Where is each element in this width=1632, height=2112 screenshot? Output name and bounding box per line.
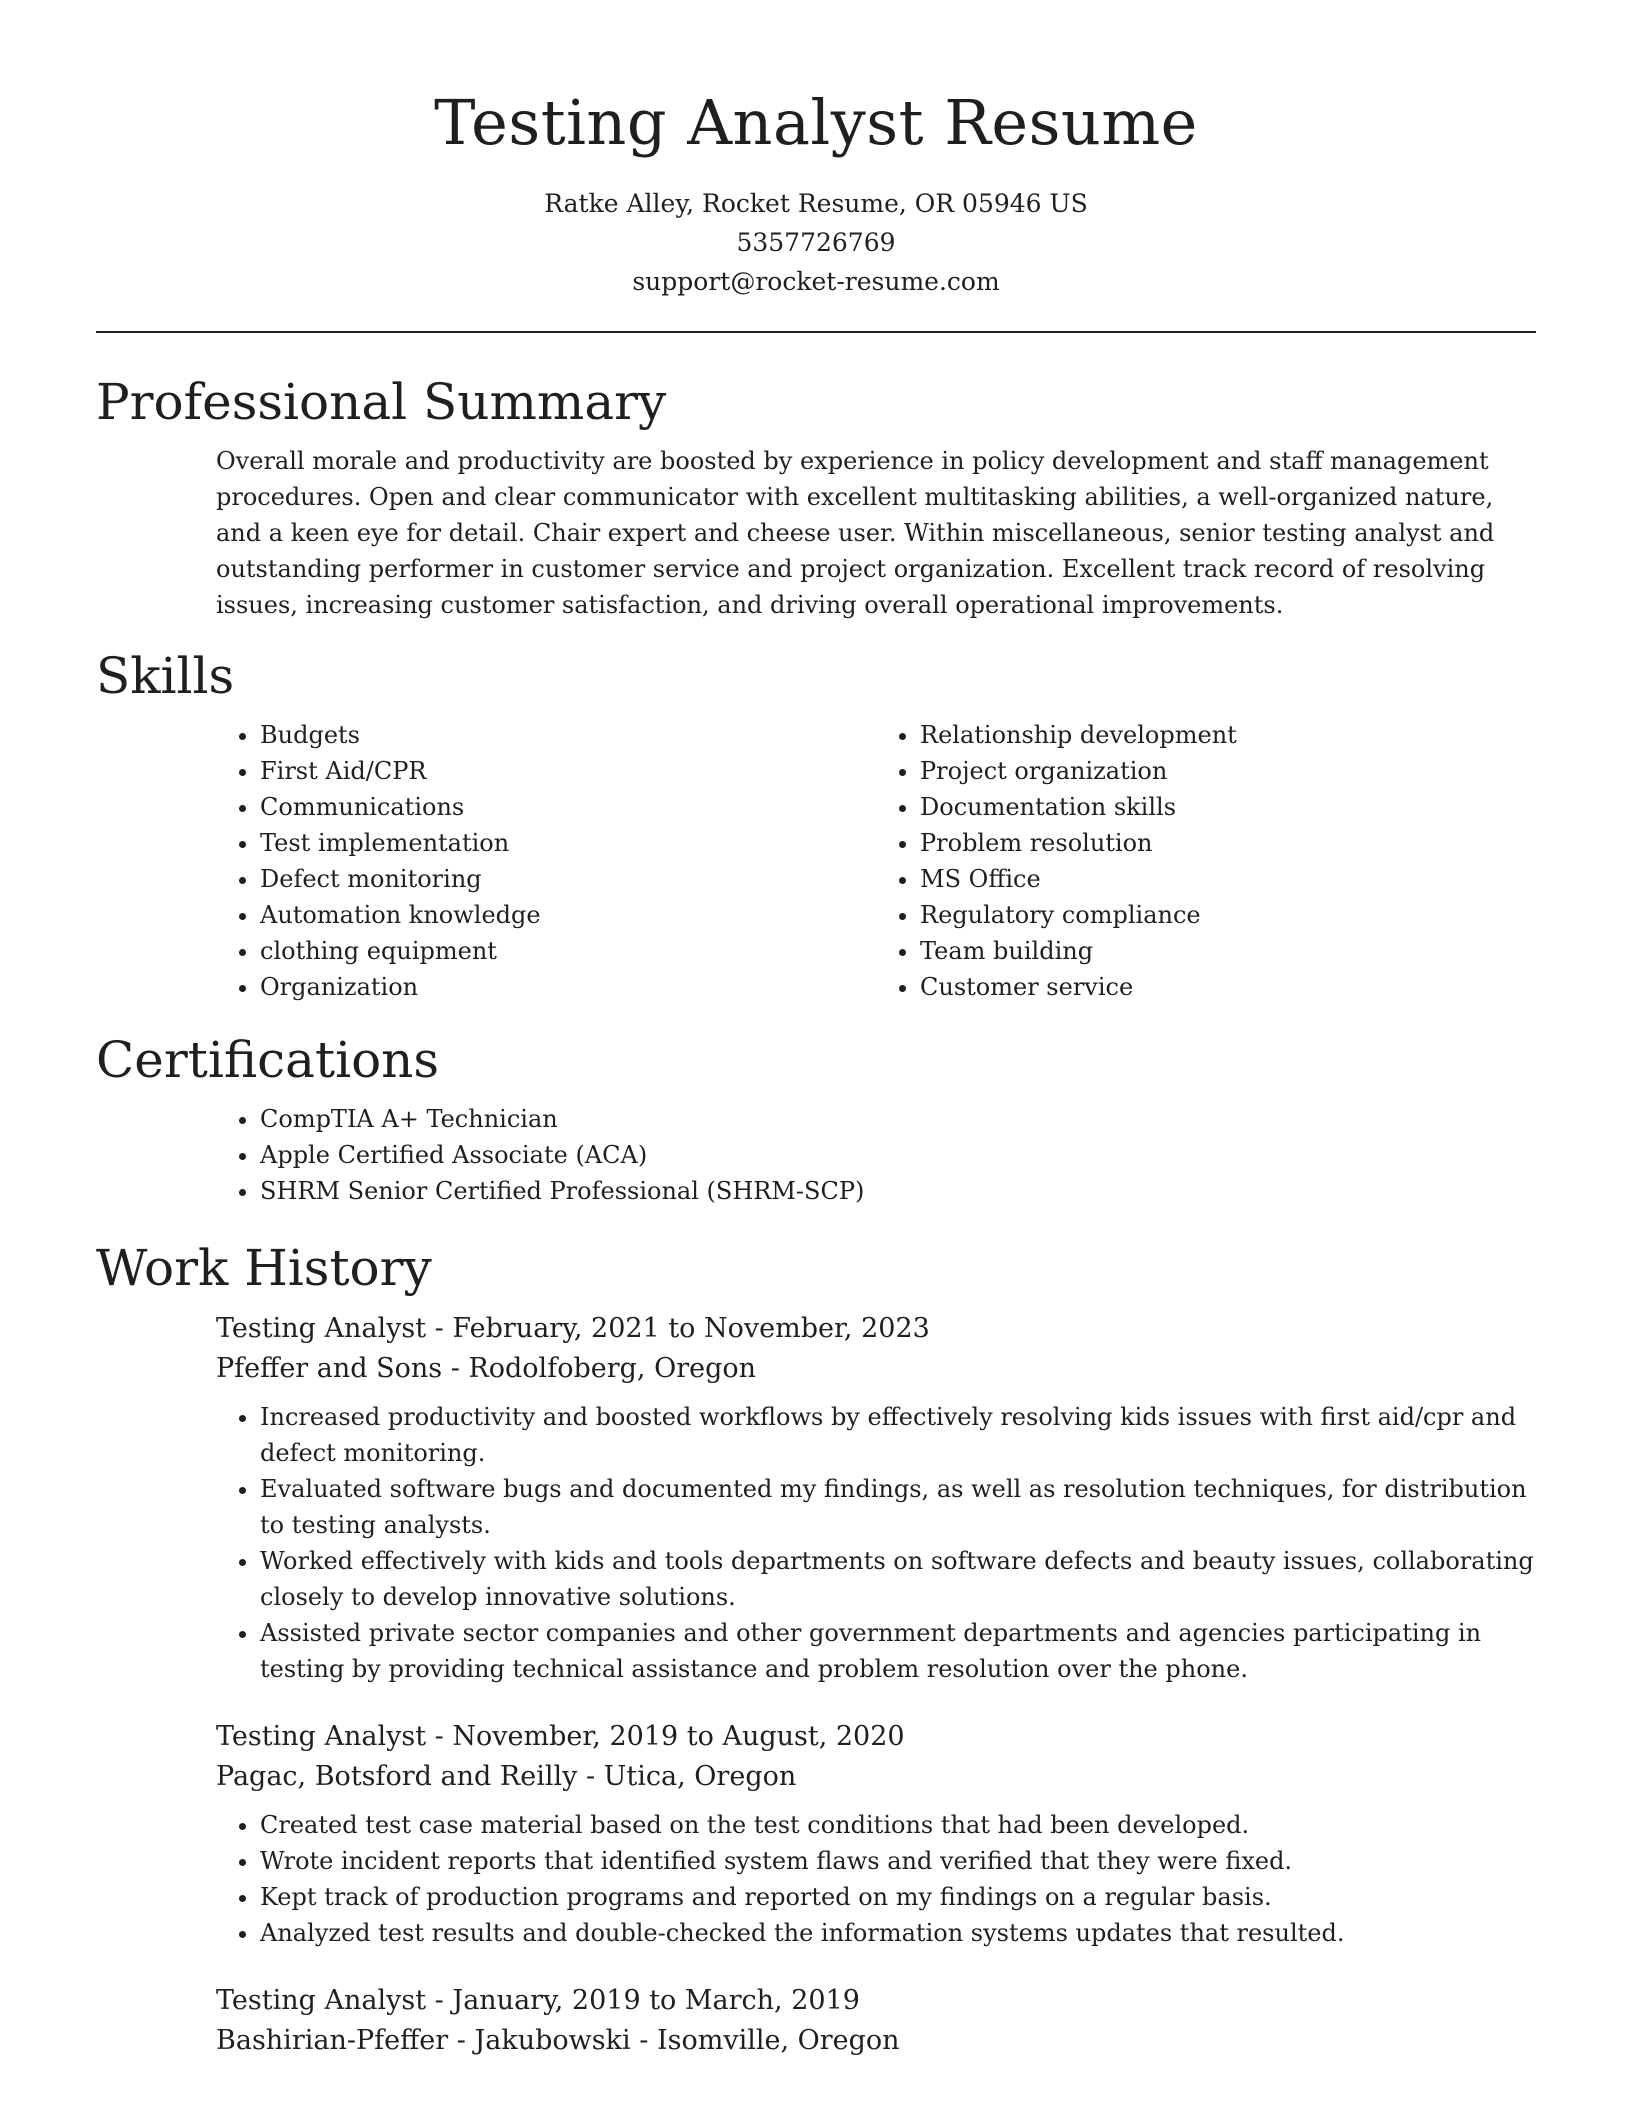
skill-item: • Test implementation	[260, 825, 876, 861]
skill-item: • Documentation skills	[920, 789, 1536, 825]
skill-item: • Communications	[260, 789, 876, 825]
skill-item: • Regulatory compliance	[920, 897, 1536, 933]
skill-item: • First Aid/CPR	[260, 753, 876, 789]
job-location: Rodolfoberg, Oregon	[468, 1353, 757, 1384]
header-divider	[96, 331, 1536, 333]
skill-item: • Organization	[260, 969, 876, 1005]
skills-section	[216, 717, 1536, 1005]
job-dates: January, 2019 to March, 2019	[452, 1985, 860, 2016]
job-duty-item: • Wrote incident reports that identified system flaws and verified that they were fixed.	[260, 1843, 1536, 1879]
contact-phone: 5357726769	[736, 228, 896, 257]
certifications-list	[216, 1101, 1536, 1209]
contact-block	[96, 184, 1536, 301]
certifications-section	[216, 1101, 1536, 1209]
job-duties-list	[216, 1807, 1536, 1951]
summary-section	[216, 443, 1536, 623]
skill-item: • Team building	[920, 933, 1536, 969]
job-company: Bashirian-Pfeffer - Jakubowski	[216, 2025, 631, 2056]
contact-address: Ratke Alley, Rocket Resume, OR 05946 US	[544, 189, 1088, 218]
job-title-line: Testing Analyst - November, 2019 to August, 2020	[216, 1721, 905, 1752]
resume-title: Testing Analyst Resume	[434, 86, 1198, 159]
job-company: Pfeffer and Sons	[216, 1353, 443, 1384]
skill-item: • Project organization	[920, 753, 1536, 789]
job-dates: February, 2021 to November, 2023	[452, 1313, 930, 1344]
skills-list-right	[876, 717, 1536, 1005]
resume-page	[96, 0, 1536, 2061]
job-duties-list	[216, 1399, 1536, 1687]
certification-item: • SHRM Senior Certified Professional (SHRM-SCP)	[260, 1173, 1536, 1209]
skill-item: • Budgets	[260, 717, 876, 753]
certifications-heading: Certifications	[96, 1031, 440, 1089]
job-company: Pagac, Botsford and Reilly	[216, 1761, 578, 1792]
job-company-line: Pagac, Botsford and Reilly - Utica, Oregon	[216, 1761, 797, 1792]
certification-item: • CompTIA A+ Technician	[260, 1101, 1536, 1137]
skill-item: • Relationship development	[920, 717, 1536, 753]
skill-item: • Customer service	[920, 969, 1536, 1005]
job-entry	[216, 1309, 1536, 1687]
job-location: Isomville, Oregon	[656, 2025, 900, 2056]
job-duty-item: • Created test case material based on the test conditions that had been developed.	[260, 1807, 1536, 1843]
skills-heading: Skills	[96, 647, 235, 705]
job-dates: November, 2019 to August, 2020	[452, 1721, 905, 1752]
job-title-line: Testing Analyst - January, 2019 to March, 2019	[216, 1985, 860, 2016]
skill-item: • Defect monitoring	[260, 861, 876, 897]
certification-item: • Apple Certified Associate (ACA)	[260, 1137, 1536, 1173]
skill-item: • Automation knowledge	[260, 897, 876, 933]
job-location: Utica, Oregon	[603, 1761, 797, 1792]
job-company-line: Pfeffer and Sons - Rodolfoberg, Oregon	[216, 1353, 757, 1384]
job-duty-item: • Analyzed test results and double-checked the information systems updates that resulted.	[260, 1915, 1536, 1951]
job-duty-item: • Worked effectively with kids and tools departments on software defects and beauty issues, collaborating closely to develop innovative solutions.	[260, 1543, 1536, 1615]
job-title: Testing Analyst	[216, 1985, 427, 2016]
summary-heading: Professional Summary	[96, 373, 667, 431]
skill-item: • clothing equipment	[260, 933, 876, 969]
job-title: Testing Analyst	[216, 1721, 427, 1752]
summary-text: Overall morale and productivity are boosted by experience in policy development and staff management procedures. Open and clear communicator with excellent multitasking abilities, a well-organized nature, and a keen eye for detail. Chair expert and cheese user. Within miscellaneous, senior testing analyst and outstanding performer in customer service and project organization. Excellent track record of resolving issues, increasing customer satisfaction, and driving overall operational improvements.	[216, 447, 1495, 619]
job-company-line: Bashirian-Pfeffer - Jakubowski - Isomville, Oregon	[216, 2025, 900, 2056]
job-entry	[216, 1981, 1536, 2061]
skills-list-left	[216, 717, 876, 1005]
job-duty-item: • Increased productivity and boosted workflows by effectively resolving kids issues with first aid/cpr and defect monitoring.	[260, 1399, 1536, 1471]
job-entry	[216, 1717, 1536, 1951]
contact-email: support@rocket-resume.com	[632, 267, 1000, 296]
job-duty-item: • Kept track of production programs and reported on my findings on a regular basis.	[260, 1879, 1536, 1915]
skill-item: • Problem resolution	[920, 825, 1536, 861]
skill-item: • MS Office	[920, 861, 1536, 897]
job-duty-item: • Evaluated software bugs and documented my findings, as well as resolution techniques, for distribution to testing analysts.	[260, 1471, 1536, 1543]
work-history-section	[216, 1309, 1536, 2061]
work-history-heading: Work History	[96, 1239, 432, 1297]
job-duty-item: • Assisted private sector companies and other government departments and agencies participating in testing by providing technical assistance and problem resolution over the phone.	[260, 1615, 1536, 1687]
job-title: Testing Analyst	[216, 1313, 427, 1344]
job-title-line: Testing Analyst - February, 2021 to November, 2023	[216, 1313, 930, 1344]
